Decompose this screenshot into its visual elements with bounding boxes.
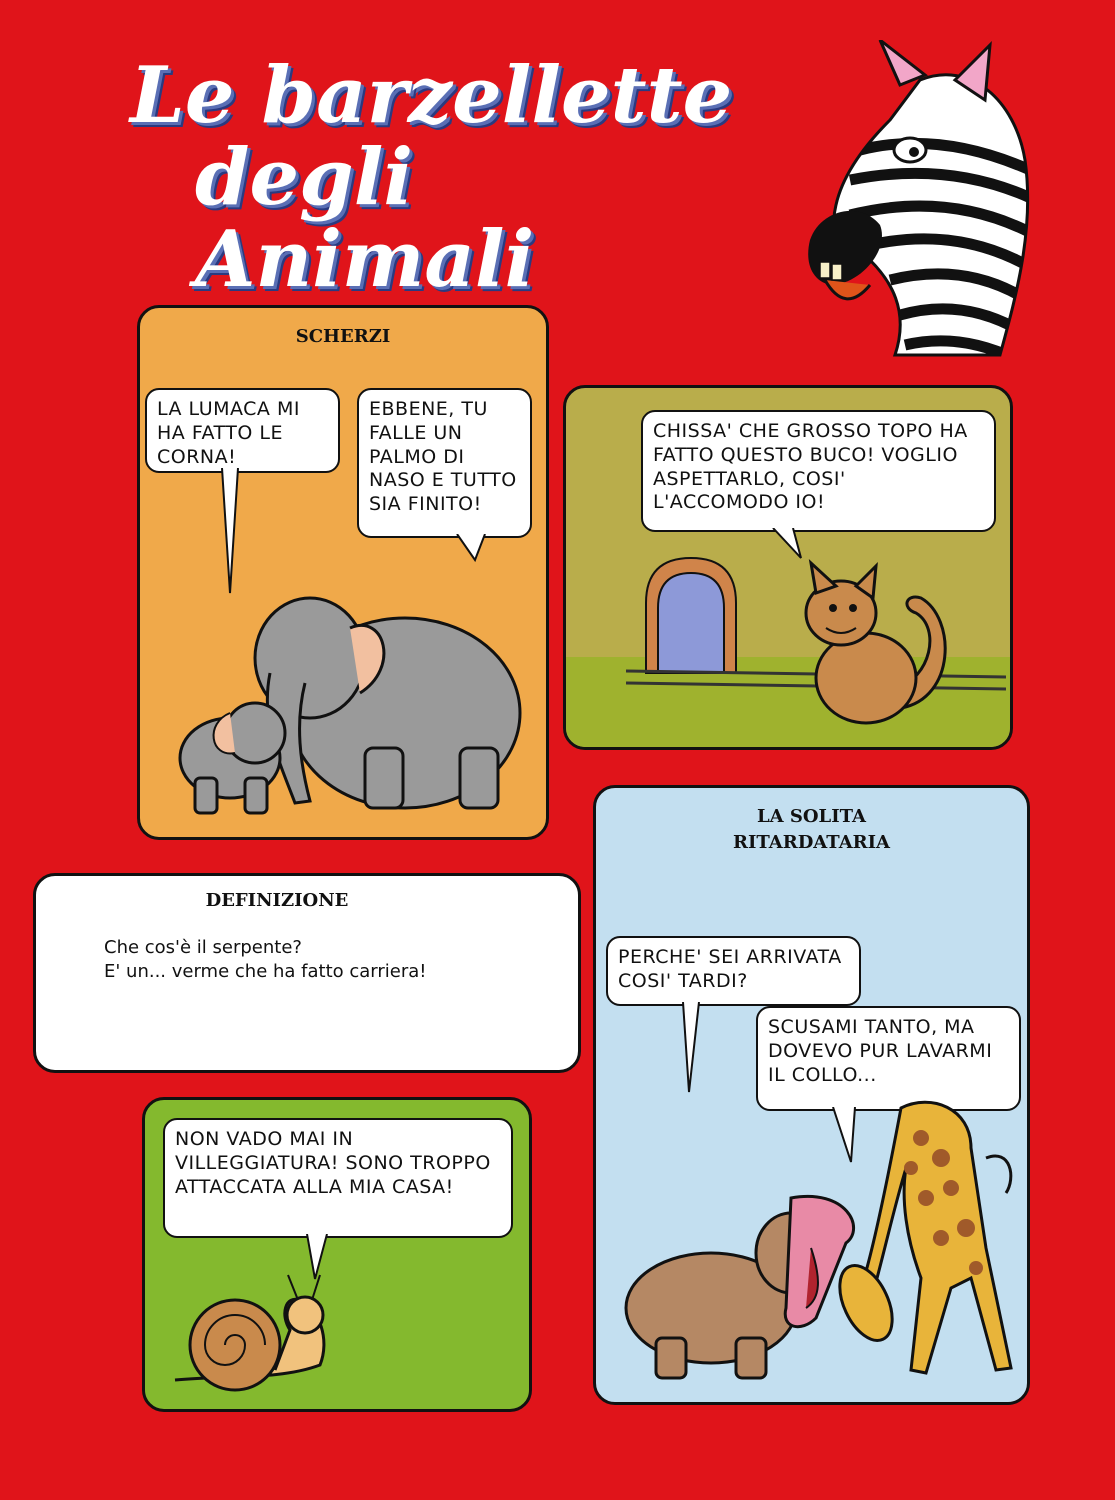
speech-bubble-cat: CHISSA' CHE GROSSO TOPO HA FATTO QUESTO BUCO! VOGLIO ASPETTARLO, COSI' L'ACCOMODO IO! xyxy=(641,410,996,532)
speech-bubble-hippo-answer: SCUSAMI TANTO, MA DOVEVO PUR LAVARMI IL COLLO... xyxy=(756,1006,1021,1111)
snail-icon xyxy=(170,1270,350,1400)
bubble-tail xyxy=(681,1002,701,1097)
panel-topo xyxy=(563,385,1013,750)
speech-bubble-baby-elephant: LA LUMACA MI HA FATTO LE CORNA! xyxy=(145,388,340,473)
panel-lumaca xyxy=(142,1097,532,1412)
panel-ritardataria-title-2: RITARDATARIA xyxy=(732,832,891,853)
speech-bubble-snail: NON VADO MAI IN VILLEGGIATURA! SONO TROPPO ATTACCATA ALLA MIA CASA! xyxy=(163,1118,513,1238)
panel-ritardataria xyxy=(593,785,1030,1405)
panel-definizione-title: DEFINIZIONE xyxy=(205,890,349,911)
bubble-tail xyxy=(455,534,495,564)
mouse-hole-icon xyxy=(636,548,746,678)
speech-bubble-giraffe-question: PERCHE' SEI ARRIVATA COSI' TARDI? xyxy=(606,936,861,1006)
zebra-icon xyxy=(800,40,1040,360)
panel-definizione xyxy=(33,873,581,1073)
title-line-1: Le barzellette xyxy=(130,50,733,141)
definition-question: Che cos'è il serpente? xyxy=(104,937,302,958)
panel-scherzi xyxy=(137,305,549,840)
elephant-icon xyxy=(160,573,530,833)
speech-bubble-mother-elephant: EBBENE, TU FALLE UN PALMO DI NASO E TUTTO SIA FINITO! xyxy=(357,388,532,538)
giraffe-icon xyxy=(811,1088,1026,1398)
page-title xyxy=(120,50,760,305)
panel-scherzi-title: SCHERZI xyxy=(295,326,391,347)
panel-ritardataria-title-1: LA SOLITA xyxy=(756,806,867,827)
cat-icon xyxy=(781,558,961,733)
title-line-2: degli Animali xyxy=(195,131,535,305)
definition-answer: E' un... verme che ha fatto carriera! xyxy=(104,961,427,983)
